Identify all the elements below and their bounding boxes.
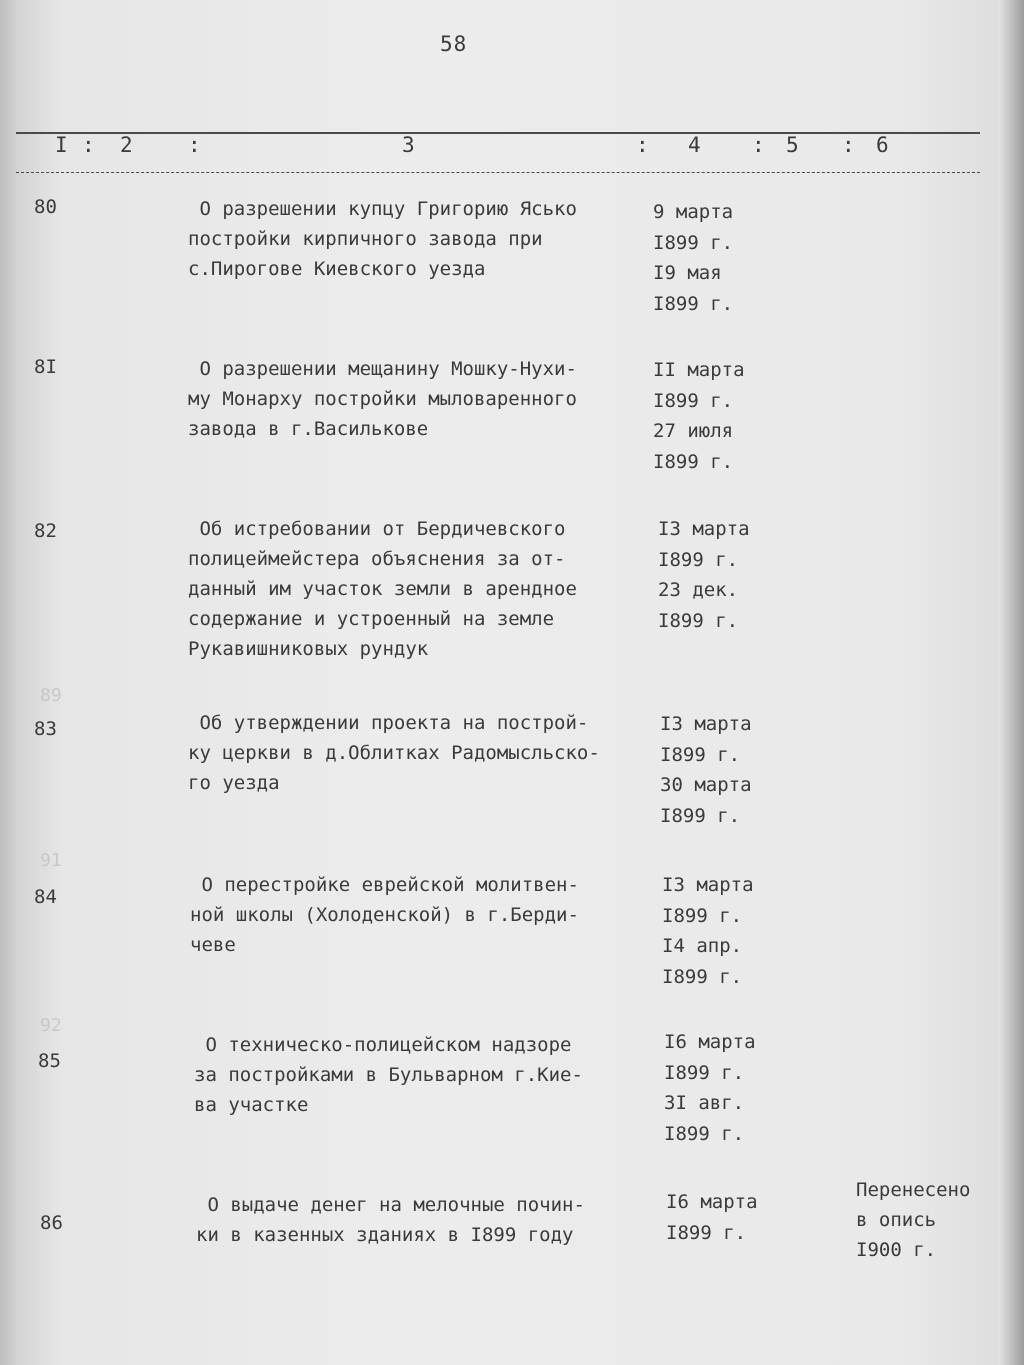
row-number: 82 (34, 520, 57, 542)
header-bottom-rule (16, 172, 980, 173)
column-header-4: 4 (688, 133, 701, 157)
row-description: О перестройке еврейской молитвен- ной школы (Холоденской) в г.Берди- чеве (190, 874, 579, 956)
row-description: Об истребовании от Бердичевского полицеймейстера объяснения за от- данный им участок земли в арендное содержание и устроенный на земле Рукавишниковых рундук (188, 518, 577, 660)
row-dates: 9 марта I899 г. I9 мая I899 г. (653, 201, 734, 315)
row-dates: I3 марта I899 г. I4 апр. I899 г. (662, 874, 754, 988)
column-separator: : (82, 133, 95, 157)
row-description: О техническо-полицейском надзоре за постройками в Бульварном г.Кие- ва участке (194, 1034, 583, 1116)
row-note: Перенесено в опись I900 г. (856, 1179, 971, 1261)
header-top-rule (16, 132, 980, 134)
bleed-through-mark: 92 (40, 1015, 62, 1036)
row-number: 83 (34, 718, 57, 740)
page-number: 58 (440, 32, 468, 56)
row-number: 8I (34, 356, 57, 378)
column-separator: : (752, 133, 765, 157)
column-separator: : (842, 133, 855, 157)
row-description: О разрешении мещанину Мошку-Нухи- му Монарху постройки мыловаренного завода в г.Василькове (188, 358, 577, 440)
column-separator: : (636, 133, 649, 157)
row-description: О разрешении купцу Григорию Ясько постройки кирпичного завода при с.Пирогове Киевского уезда (188, 198, 577, 280)
column-separator: : (188, 133, 201, 157)
column-header-2: 2 (120, 133, 133, 157)
row-dates: I6 марта I899 г. (666, 1191, 758, 1244)
row-description: Об утверждении проекта на построй- ку церкви в д.Облитках Радомысльско- го уезда (188, 712, 600, 794)
row-number: 80 (34, 196, 57, 218)
row-dates: I3 марта I899 г. 23 дек. I899 г. (658, 518, 750, 632)
row-dates: I3 марта I899 г. 30 марта I899 г. (660, 713, 752, 827)
column-header-5: 5 (786, 133, 799, 157)
column-header-3: 3 (402, 133, 415, 157)
column-header-1: I (55, 133, 68, 157)
row-description: О выдаче денег на мелочные почин- ки в казенных зданиях в I899 году (196, 1194, 585, 1246)
row-dates: II марта I899 г. 27 июля I899 г. (653, 359, 745, 473)
row-number: 86 (40, 1212, 63, 1234)
row-number: 84 (34, 886, 57, 908)
row-dates: I6 марта I899 г. 3I авг. I899 г. (664, 1031, 756, 1145)
bleed-through-mark: 91 (40, 850, 62, 871)
bleed-through-mark: 89 (40, 685, 62, 706)
row-number: 85 (38, 1050, 61, 1072)
page-edge-shadow (998, 0, 1024, 1365)
column-header-6: 6 (876, 133, 889, 157)
